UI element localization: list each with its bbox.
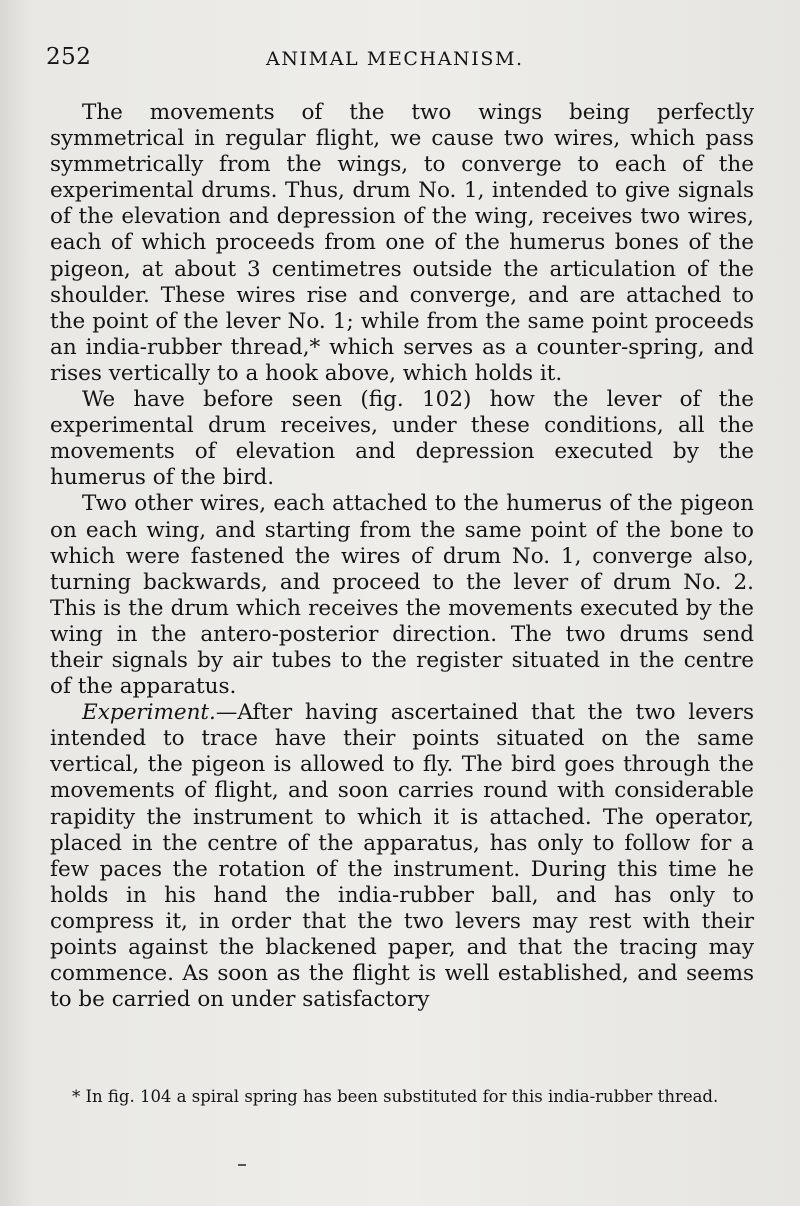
- running-head: ANIMAL MECHANISM.: [266, 48, 524, 70]
- page-header: [46, 40, 758, 80]
- paragraph-1: The movements of the two wings being perfectly symmetrical in regular flight, we cause two wires, which pass symmetrically from the wings, to converge to each of the experimental drums. Thus, drum No. 1, intended to give signals of the elevation and depression of the wing, receives two wires, each of which proceeds from one of the humerus bones of the pigeon, at about 3 centimetres outside the articulation of the shoulder. These wires rise and converge, and are attached to the point of the lever No. 1; while from the same point proceeds an india-rubber thread,* which serves as a counter-spring, and rises vertically to a hook above, which holds it.: [50, 100, 754, 386]
- paragraph-4-text: —After having ascertained that the two levers intended to trace have their points situated on the same vertical, the pigeon is allowed to fly. The bird goes through the movements of flight, and soon carries round with considerable rapidity the instrument to which it is attached. The operator, placed in the centre of the apparatus, has only to follow for a few paces the rotation of the instrument. During this time he holds in his hand the india-rubber ball, and has only to compress it, in order that the two levers may rest with their points against the blackened paper, and that the tracing may commence. As soon as the flight is well established, and seems to be carried on under satisfactory: [50, 700, 754, 1013]
- paragraph-3: Two other wires, each attached to the humerus of the pigeon on each wing, and starting from the same point of the bone to which were fastened the wires of drum No. 1, converge also, turning backwards, and proceed to the lever of drum No. 2. This is the drum which receives the movements executed by the wing in the antero-posterior direction. The two drums send their signals by air tubes to the register situated in the centre of the apparatus.: [50, 491, 754, 700]
- footnote-text: * In fig. 104 a spiral spring has been substituted for this india-rubber thread.: [72, 1087, 719, 1106]
- body-text: [50, 100, 754, 1013]
- experiment-lead: Experiment.: [82, 700, 216, 726]
- paragraph-4: [50, 700, 754, 1013]
- footnote: [50, 1086, 754, 1107]
- paragraph-2: We have before seen (fig. 102) how the lever of the experimental drum receives, under these conditions, all the movements of elevation and depression executed by the humerus of the bird.: [50, 387, 754, 491]
- footnote-divider: [50, 1070, 290, 1071]
- page-number: 252: [46, 44, 92, 70]
- print-mark: [238, 1164, 246, 1166]
